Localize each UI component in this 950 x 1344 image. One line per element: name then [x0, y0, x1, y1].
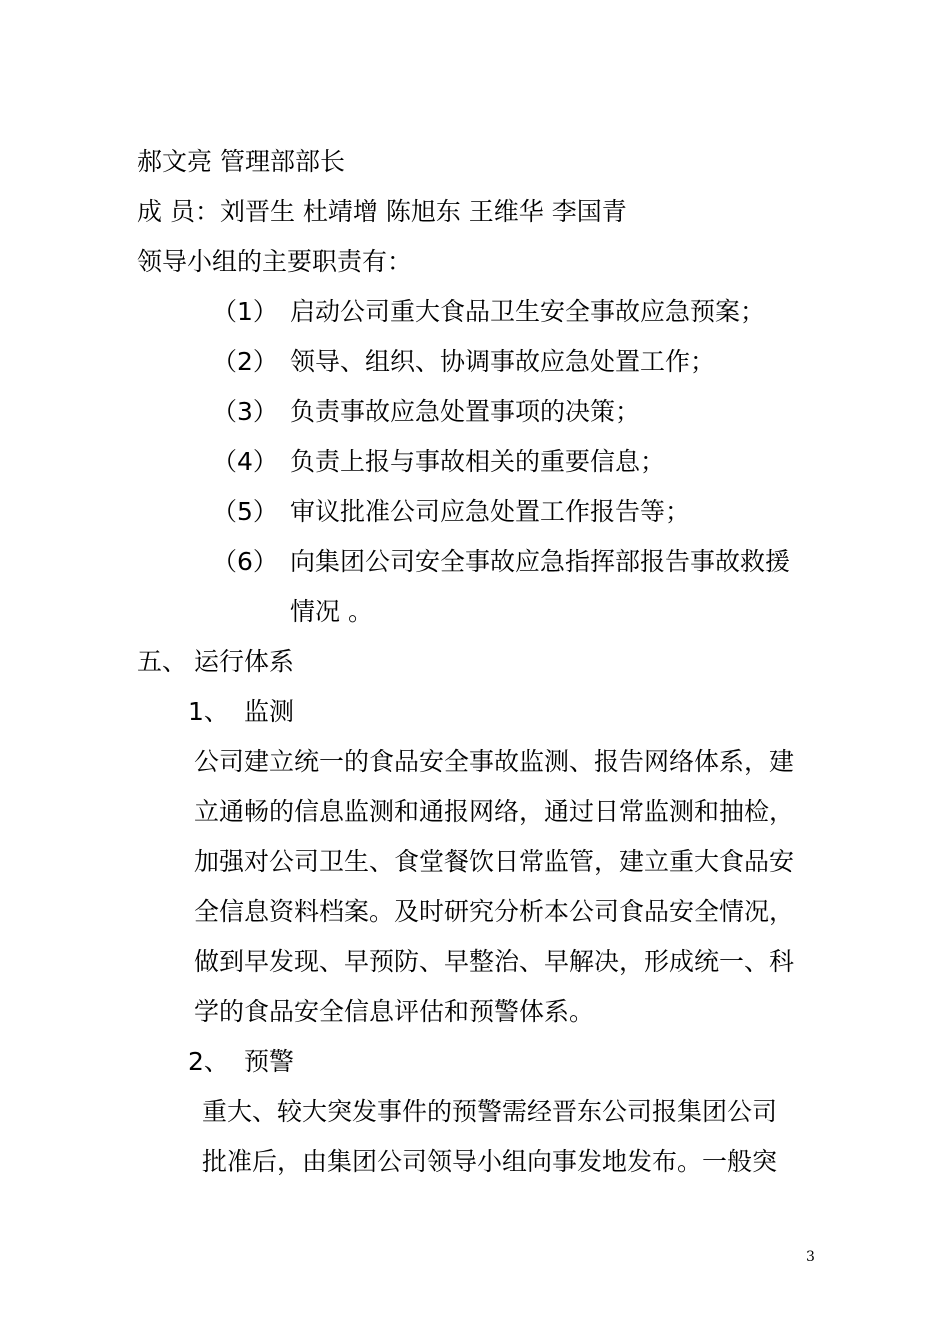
- paragraph-line: 全信息资料档案。及时研究分析本公司食品安全情况，: [194, 897, 795, 926]
- paragraph-line: 做到早发现、早预防、早整治、早解决，形成统一、科: [194, 947, 795, 976]
- duty-number: （4）: [212, 447, 278, 476]
- subsection-number: 2、: [188, 1047, 229, 1076]
- paragraph-line: 立通畅的信息监测和通报网络，通过日常监测和抽检，: [194, 797, 795, 826]
- duty-text: 领导、组织、协调事故应急处置工作；: [290, 347, 716, 376]
- duty-number: （6）: [212, 547, 278, 576]
- paragraph-line: 加强对公司卫生、食堂餐饮日常监管，建立重大食品安: [194, 847, 795, 876]
- duty-number: （5）: [212, 497, 278, 526]
- subsection-number: 1、: [188, 697, 229, 726]
- paragraph-line: 学的食品安全信息评估和预警体系。: [194, 997, 595, 1026]
- section-title: 运行体系: [194, 647, 295, 676]
- members-line: 成 员：刘晋生 杜靖增 陈旭东 王维华 李国青: [137, 197, 627, 226]
- subsection-title: 监测: [244, 697, 295, 726]
- paragraph-line: 公司建立统一的食品安全事故监测、报告网络体系，建: [194, 747, 795, 776]
- leader-line: 郝文亮 管理部部长: [137, 147, 345, 176]
- duty-text: 启动公司重大食品卫生安全事故应急预案；: [290, 297, 766, 326]
- duty-text: 负责事故应急处置事项的决策；: [290, 397, 641, 426]
- duty-text: 向集团公司安全事故应急指挥部报告事故救援: [290, 547, 791, 576]
- duty-number: （3）: [212, 397, 278, 426]
- duty-number: （1）: [212, 297, 278, 326]
- duty-text: 审议批准公司应急处置工作报告等；: [290, 497, 691, 526]
- duty-number: （2）: [212, 347, 278, 376]
- subsection-title: 预警: [244, 1047, 295, 1076]
- section-number: 五、: [137, 647, 188, 676]
- duty-text: 负责上报与事故相关的重要信息；: [290, 447, 666, 476]
- paragraph-line: 重大、较大突发事件的预警需经晋东公司报集团公司: [202, 1097, 778, 1126]
- duty-text-continuation: 情况 。: [290, 597, 373, 626]
- paragraph-line: 批准后，由集团公司领导小组向事发地发布。一般突: [202, 1147, 778, 1176]
- duties-heading: 领导小组的主要职责有：: [137, 247, 413, 276]
- page-number: 3: [806, 1249, 815, 1265]
